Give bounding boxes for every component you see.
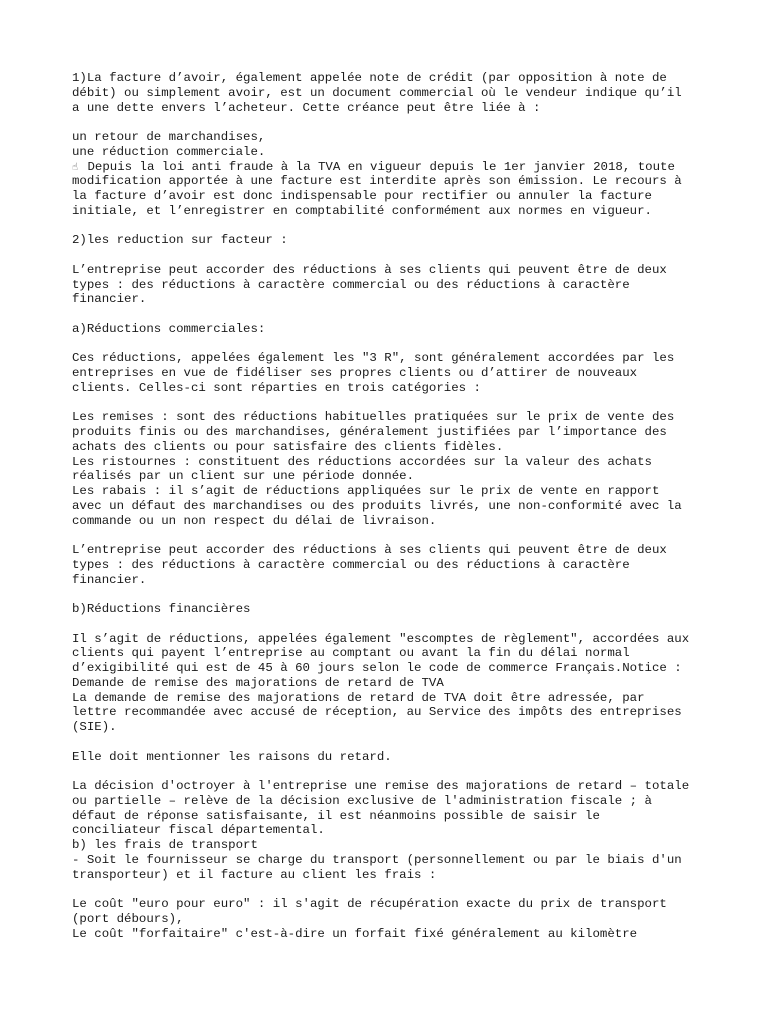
text-line: un retour de marchandises, bbox=[72, 130, 266, 144]
paragraph bbox=[72, 543, 752, 587]
text-line: La décision d'octroyer à l'entreprise une remise des majorations de retard – totale bbox=[72, 779, 690, 793]
text-line: conciliateur fiscal départemental. bbox=[72, 823, 325, 838]
text-line: entreprises en vue de fidéliser ses propres clients ou d’attirer de nouveaux bbox=[72, 366, 638, 380]
text-line: la facture d’avoir est donc indispensable pour rectifier ou annuler la facture bbox=[72, 189, 652, 203]
text-line: Il s’agit de réductions, appelées également "escomptes de règlement", accordées aux bbox=[72, 631, 690, 646]
text-line: une réduction commerciale. bbox=[72, 144, 266, 159]
text-line: Le coût "forfaitaire" c'est-à-dire un forfait fixé généralement au kilomètre bbox=[72, 926, 638, 941]
text-line: types : des réductions à caractère commercial ou des réductions à caractère bbox=[72, 277, 630, 292]
text-line: types : des réductions à caractère commercial ou des réductions à caractère bbox=[72, 557, 630, 572]
text-line: - Soit le fournisseur se charge du transport (personnellement ou par le biais d'un bbox=[72, 852, 682, 867]
text-line: 2)les reduction sur facteur : bbox=[72, 233, 288, 248]
text-line: L’entreprise peut accorder des réductions à ses clients qui peuvent être de deux bbox=[72, 262, 667, 277]
text-line: produits finis ou des marchandises, généralement justifiées par l’importance des bbox=[72, 425, 667, 439]
text-line: Les ristournes : constituent des réductions accordées sur la valeur des achats bbox=[72, 454, 652, 469]
paragraph bbox=[72, 322, 752, 337]
text-line: (port débours), bbox=[72, 911, 184, 926]
pointing-hand-icon: ☝ bbox=[72, 162, 79, 174]
text-line: Le coût "euro pour euro" : il s'agit de récupération exacte du prix de transport bbox=[72, 897, 667, 911]
text-line: réalisés par un client sur une période donnée. bbox=[72, 469, 415, 484]
text-line: d’exigibilité qui est de 45 à 60 jours selon le code de commerce Français.Notice : bbox=[72, 661, 682, 675]
text-line: financier. bbox=[72, 292, 147, 307]
paragraph bbox=[72, 779, 752, 882]
text-line: (SIE). bbox=[72, 720, 117, 734]
paragraph bbox=[72, 71, 752, 115]
text-line: clients. Celles-ci sont réparties en trois catégories : bbox=[72, 380, 481, 395]
text-line bbox=[72, 160, 752, 175]
text-line: défaut de réponse satisfaisante, il est néanmoins possible de saisir le bbox=[72, 808, 600, 823]
paragraph bbox=[72, 750, 752, 765]
text-line: transporteur) et il facture au client les frais : bbox=[72, 867, 437, 882]
paragraph bbox=[72, 263, 752, 307]
paragraph bbox=[72, 602, 752, 617]
text-line: financier. bbox=[72, 572, 147, 587]
text-line: 1)La facture d’avoir, également appelée note de crédit (par opposition à note de bbox=[72, 71, 667, 85]
text-line: avec un défaut des marchandises ou des produits livrés, une non-conformité avec la bbox=[72, 498, 682, 513]
text-line: initiale, et l’enregistrer en comptabilité conformément aux normes en vigueur. bbox=[72, 203, 652, 218]
text-line: La demande de remise des majorations de retard de TVA doit être adressée, par bbox=[72, 690, 645, 705]
paragraph bbox=[72, 351, 752, 395]
text-line: clients qui payent l’entreprise au comptant ou avant la fin du délai normal bbox=[72, 646, 630, 661]
text-line: Elle doit mentionner les raisons du retard. bbox=[72, 749, 392, 764]
text-line: Demande de remise des majorations de retard de TVA bbox=[72, 675, 444, 690]
text-line-content: Depuis la loi anti fraude à la TVA en vigueur depuis le 1er janvier 2018, toute bbox=[80, 159, 675, 174]
text-line: modification apportée à une facture est interdite après son émission. Le recours à bbox=[72, 174, 682, 189]
text-line: lettre recommandée avec accusé de réception, au Service des impôts des entreprises bbox=[72, 705, 682, 720]
paragraph bbox=[72, 130, 752, 219]
paragraph bbox=[72, 897, 752, 941]
text-line: Les rabais : il s’agit de réductions appliquées sur le prix de vente en rapport bbox=[72, 484, 660, 498]
text-line: b)Réductions financières bbox=[72, 602, 251, 616]
text-line: Les remises : sont des réductions habituelles pratiquées sur le prix de vente des bbox=[72, 410, 675, 425]
text-line: b) les frais de transport bbox=[72, 838, 258, 852]
text-line: achats des clients ou pour satisfaire des clients fidèles. bbox=[72, 439, 504, 454]
text-line: a une dette envers l’acheteur. Cette créance peut être liée à : bbox=[72, 100, 541, 115]
document-page bbox=[72, 71, 752, 956]
text-line: Ces réductions, appelées également les "3 R", sont généralement accordées par les bbox=[72, 351, 675, 366]
paragraph bbox=[72, 233, 752, 248]
paragraph bbox=[72, 632, 752, 735]
text-line: a)Réductions commerciales: bbox=[72, 321, 266, 336]
text-line: commande ou un non respect du délai de livraison. bbox=[72, 513, 437, 528]
text-line: ou partielle – relève de la décision exclusive de l'administration fiscale ; à bbox=[72, 793, 652, 808]
text-line: débit) ou simplement avoir, est un document commercial où le vendeur indique qu’il bbox=[72, 85, 682, 100]
text-line: L’entreprise peut accorder des réductions à ses clients qui peuvent être de deux bbox=[72, 543, 667, 557]
paragraph bbox=[72, 410, 752, 528]
